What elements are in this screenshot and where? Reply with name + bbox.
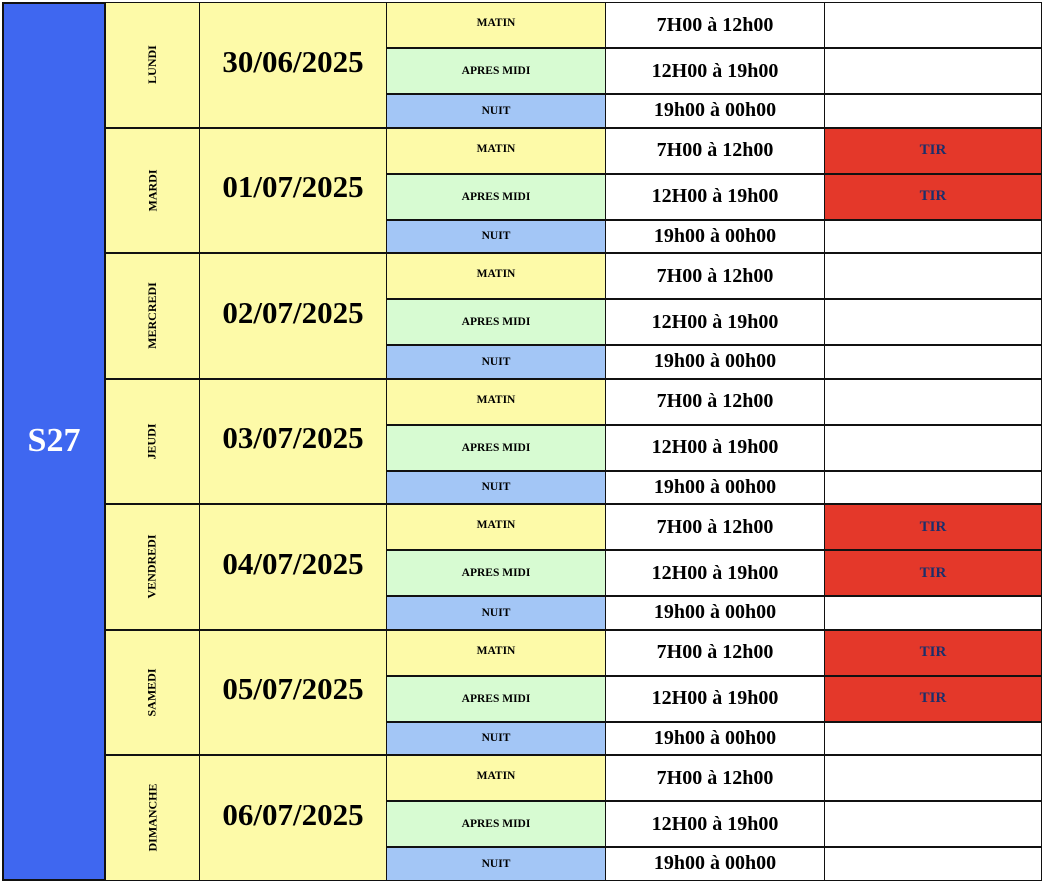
period-apres-midi: APRES MIDI [386,299,606,345]
activity-cell[interactable] [824,94,1042,128]
period-apres-midi: APRES MIDI [386,801,606,847]
day-date: 30/06/2025 [199,2,387,128]
day-date: 01/07/2025 [199,128,387,254]
period-nuit: NUIT [386,847,606,881]
period-matin: MATIN [386,504,606,550]
day-name-label: VENDREDI [144,534,159,599]
time-range: 19h00 à 00h00 [605,596,825,630]
activity-tir[interactable]: TIR [824,630,1042,676]
activity-cell[interactable] [824,379,1042,425]
period-matin: MATIN [386,253,606,299]
week-label: S27 [2,2,106,881]
day-date: 06/07/2025 [199,755,387,881]
time-range: 7H00 à 12h00 [605,128,825,174]
activity-cell[interactable] [824,847,1042,881]
time-range: 19h00 à 00h00 [605,847,825,881]
day-date: 02/07/2025 [199,253,387,379]
activity-cell[interactable] [824,299,1042,345]
activity-cell[interactable] [824,596,1042,630]
time-range: 19h00 à 00h00 [605,722,825,756]
day-name [105,630,200,756]
time-range: 19h00 à 00h00 [605,220,825,254]
period-nuit: NUIT [386,220,606,254]
activity-cell[interactable] [824,425,1042,471]
period-nuit: NUIT [386,345,606,379]
time-range: 7H00 à 12h00 [605,379,825,425]
activity-cell[interactable] [824,755,1042,801]
period-matin: MATIN [386,630,606,676]
day-name [105,253,200,379]
day-date: 03/07/2025 [199,379,387,505]
day-name [105,2,200,128]
activity-cell[interactable] [824,722,1042,756]
activity-cell[interactable] [824,2,1042,48]
time-range: 7H00 à 12h00 [605,504,825,550]
activity-tir[interactable]: TIR [824,504,1042,550]
period-apres-midi: APRES MIDI [386,425,606,471]
time-range: 19h00 à 00h00 [605,345,825,379]
period-apres-midi: APRES MIDI [386,676,606,722]
time-range: 12H00 à 19h00 [605,676,825,722]
period-nuit: NUIT [386,722,606,756]
day-name [105,504,200,630]
period-nuit: NUIT [386,94,606,128]
activity-cell[interactable] [824,253,1042,299]
activity-tir[interactable]: TIR [824,550,1042,596]
day-name [105,755,200,881]
time-range: 7H00 à 12h00 [605,630,825,676]
day-name [105,379,200,505]
time-range: 7H00 à 12h00 [605,2,825,48]
period-nuit: NUIT [386,471,606,505]
period-apres-midi: APRES MIDI [386,48,606,94]
period-apres-midi: APRES MIDI [386,550,606,596]
period-nuit: NUIT [386,596,606,630]
time-range: 12H00 à 19h00 [605,425,825,471]
time-range: 19h00 à 00h00 [605,471,825,505]
time-range: 7H00 à 12h00 [605,755,825,801]
day-name [105,128,200,254]
activity-cell[interactable] [824,345,1042,379]
time-range: 12H00 à 19h00 [605,550,825,596]
activity-cell[interactable] [824,48,1042,94]
time-range: 12H00 à 19h00 [605,48,825,94]
time-range: 12H00 à 19h00 [605,174,825,220]
day-name-label: MERCREDI [144,282,159,350]
day-date: 05/07/2025 [199,630,387,756]
activity-tir[interactable]: TIR [824,128,1042,174]
time-range: 12H00 à 19h00 [605,801,825,847]
time-range: 7H00 à 12h00 [605,253,825,299]
day-name-label: SAMEDI [144,668,159,717]
period-matin: MATIN [386,379,606,425]
activity-cell[interactable] [824,220,1042,254]
activity-tir[interactable]: TIR [824,174,1042,220]
day-name-label: MARDI [145,169,159,212]
period-matin: MATIN [386,755,606,801]
activity-tir[interactable]: TIR [824,676,1042,722]
activity-cell[interactable] [824,801,1042,847]
day-name-label: LUNDI [144,45,159,85]
period-matin: MATIN [386,128,606,174]
period-matin: MATIN [386,2,606,48]
day-name-label: JEUDI [144,423,159,460]
activity-cell[interactable] [824,471,1042,505]
time-range: 12H00 à 19h00 [605,299,825,345]
period-apres-midi: APRES MIDI [386,174,606,220]
time-range: 19h00 à 00h00 [605,94,825,128]
day-name-label: DIMANCHE [145,783,159,852]
day-date: 04/07/2025 [199,504,387,630]
